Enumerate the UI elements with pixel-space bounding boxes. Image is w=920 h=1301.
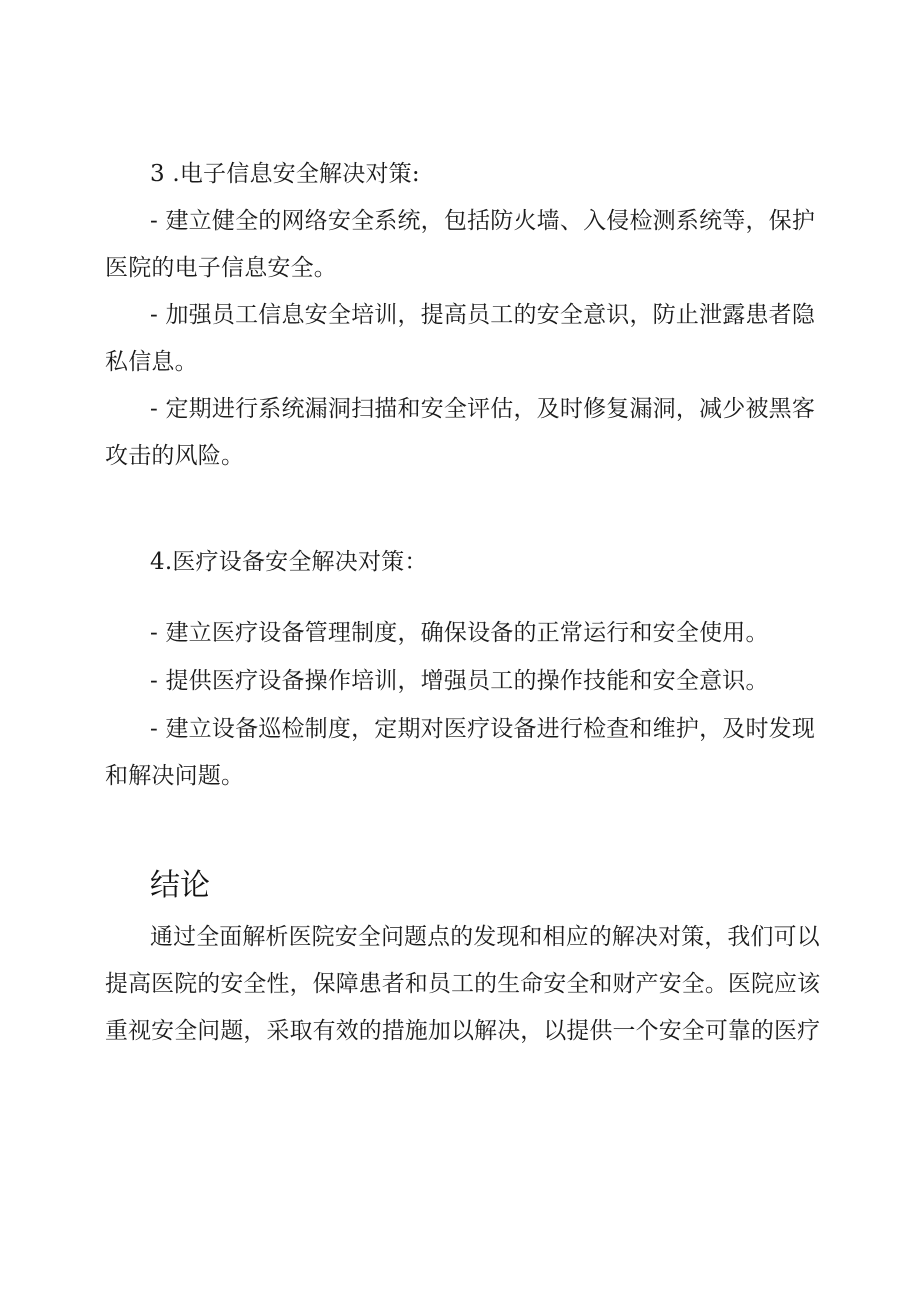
conclusion-heading: 结论 xyxy=(150,868,210,903)
conclusion-line-2: 提高医院的安全性，保障患者和员工的生命安全和财产安全。医院应该 xyxy=(105,971,821,997)
section-4-item-3-line-2: 和解决问题。 xyxy=(105,763,245,789)
section-3-item-2-line-1: - 加强员工信息安全培训，提高员工的安全意识，防止泄露患者隐 xyxy=(150,302,816,328)
conclusion-line-3: 重视安全问题，采取有效的措施加以解决，以提供一个安全可靠的医疗 xyxy=(105,1018,821,1044)
section-4-item-1-line-1: - 建立医疗设备管理制度，确保设备的正常运行和安全使用。 xyxy=(150,620,769,646)
section-3-item-1-line-2: 医院的电子信息安全。 xyxy=(105,255,337,281)
section-3-item-3-line-2: 攻击的风险。 xyxy=(105,443,245,469)
section-3-item-2-line-2: 私信息。 xyxy=(105,349,198,375)
section-3-item-3-line-1: - 定期进行系统漏洞扫描和安全评估，及时修复漏洞，减少被黑客 xyxy=(150,396,816,422)
section-3-item-1-line-1: - 建立健全的网络安全系统，包括防火墙、入侵检测系统等，保护 xyxy=(150,208,816,234)
section-4-item-3-line-1: - 建立设备巡检制度，定期对医疗设备进行检查和维护，及时发现 xyxy=(150,716,816,742)
section-4-item-2-line-1: - 提供医疗设备操作培训，增强员工的操作技能和安全意识。 xyxy=(150,668,769,694)
conclusion-line-1: 通过全面解析医院安全问题点的发现和相应的解决对策，我们可以 xyxy=(150,924,820,950)
section-4-title: 4.医疗设备安全解决对策： xyxy=(150,549,428,575)
section-3-title: 3 .电子信息安全解决对策: xyxy=(150,161,420,187)
